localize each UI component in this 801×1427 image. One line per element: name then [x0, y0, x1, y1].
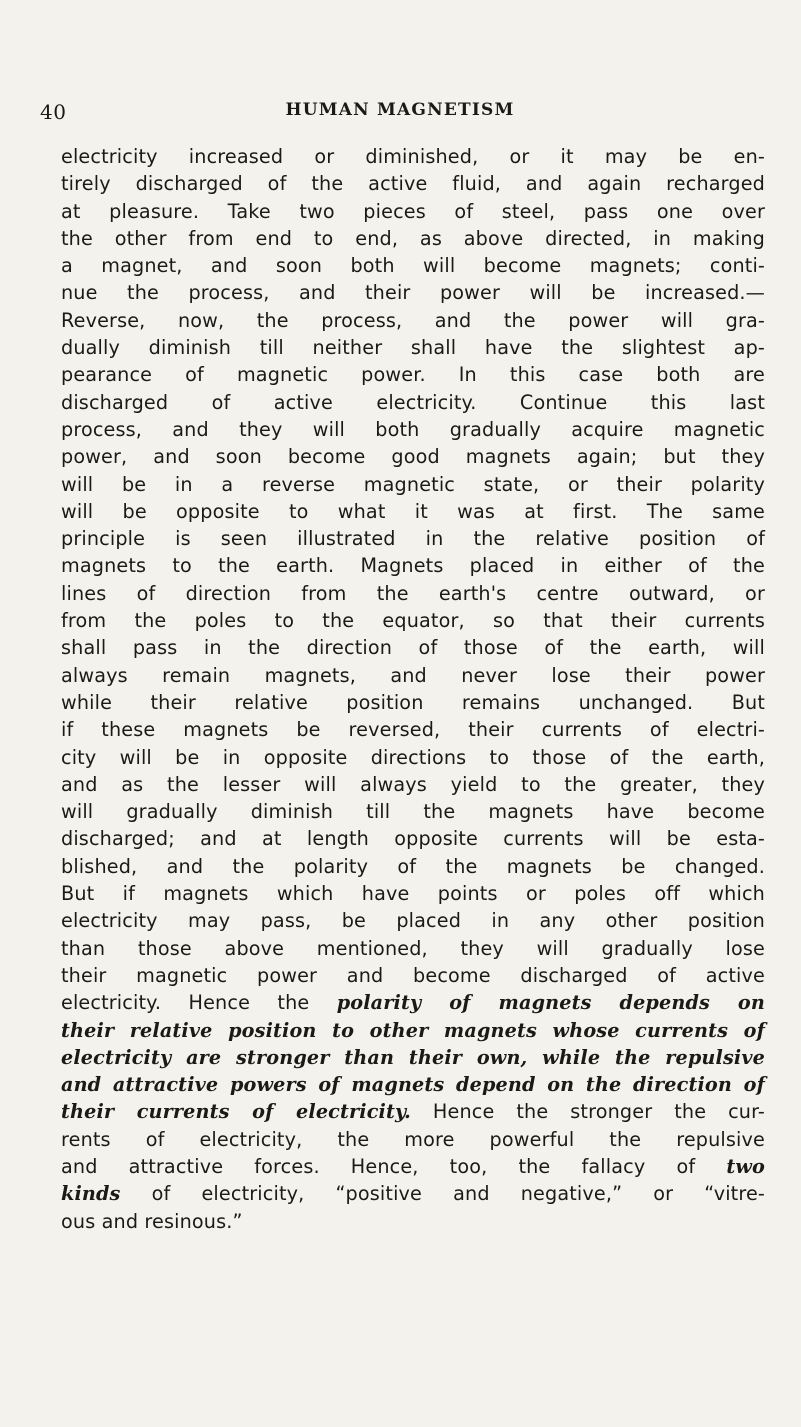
text-line [61, 389, 765, 416]
text-segment: rents of electricity, the more powerful the repulsive [61, 1127, 765, 1151]
text-line [61, 334, 765, 361]
text-segment: always remain magnets, and never lose their power [61, 663, 765, 687]
text-segment: discharged of active electricity. Continue this last [61, 390, 765, 414]
italic-text-segment: kinds [61, 1182, 121, 1206]
text-segment: Hence the stronger the cur- [410, 1100, 766, 1124]
text-segment: power, and soon become good magnets again; but they [61, 445, 765, 469]
text-line [61, 170, 765, 197]
text-segment: lines of direction from the earth's centre outward, or [61, 581, 765, 605]
text-segment: and attractive forces. Hence, too, the fallacy of [61, 1154, 727, 1178]
text-line [61, 361, 765, 388]
text-line [61, 307, 765, 334]
text-line [61, 935, 765, 962]
text-line [61, 198, 765, 225]
text-line [61, 880, 765, 907]
text-line [61, 1126, 765, 1153]
text-segment: city will be in opposite directions to those of the earth, [61, 745, 765, 769]
text-segment: at pleasure. Take two pieces of steel, pass one over [61, 199, 765, 223]
text-segment: ous and resinous.” [61, 1209, 243, 1233]
text-line [61, 962, 765, 989]
text-line [61, 1044, 765, 1071]
text-segment: electricity may pass, be placed in any other position [61, 909, 765, 933]
text-line [61, 252, 765, 279]
text-line [61, 416, 765, 443]
text-line [61, 471, 765, 498]
text-segment: than those above mentioned, they will gradually lose [61, 936, 765, 960]
text-line [61, 1153, 765, 1180]
text-line [61, 989, 765, 1016]
italic-text-segment: polarity of magnets depends on [336, 991, 765, 1015]
text-segment: shall pass in the direction of those of the earth, will [61, 636, 765, 660]
running-title: HUMAN MAGNETISM [285, 100, 515, 120]
text-line [61, 1208, 765, 1235]
text-segment: dually diminish till neither shall have the slightest ap- [61, 336, 765, 360]
text-line [61, 662, 765, 689]
text-line [61, 798, 765, 825]
text-line [61, 1017, 765, 1044]
text-segment: will be in a reverse magnetic state, or their polarity [61, 472, 765, 496]
page-number: 40 [40, 100, 67, 124]
text-line [61, 907, 765, 934]
text-segment: pearance of magnetic power. In this case both are [61, 363, 765, 387]
text-line [61, 853, 765, 880]
text-line [61, 279, 765, 306]
text-segment: if these magnets be reversed, their currents of electri- [61, 718, 765, 742]
text-segment: and as the lesser will always yield to the greater, they [61, 772, 765, 796]
text-line [61, 825, 765, 852]
italic-text-segment: electricity are stronger than their own, while the repulsive [61, 1045, 765, 1069]
text-segment: blished, and the polarity of the magnets be changed. [61, 854, 765, 878]
text-line [61, 443, 765, 470]
italic-text-segment: and attractive powers of magnets depend on the direction of [61, 1073, 765, 1097]
text-segment: their magnetic power and become discharged of active [61, 963, 765, 987]
text-line [61, 525, 765, 552]
text-segment: will be opposite to what it was at first. The same [61, 499, 765, 523]
text-line [61, 1180, 765, 1207]
text-segment: Reverse, now, the process, and the power will gra- [61, 308, 765, 332]
text-segment: discharged; and at length opposite currents will be esta- [61, 827, 765, 851]
text-segment: will gradually diminish till the magnets have become [61, 800, 765, 824]
italic-text-segment: their relative position to other magnets whose currents of [61, 1018, 765, 1042]
text-segment: principle is seen illustrated in the relative position of [61, 527, 765, 551]
text-segment: But if magnets which have points or poles off which [61, 882, 765, 906]
text-line [61, 225, 765, 252]
italic-text-segment: two [726, 1154, 765, 1178]
text-segment: tirely discharged of the active fluid, and again recharged [61, 172, 765, 196]
text-segment: a magnet, and soon both will become magnets; conti- [61, 254, 765, 278]
text-line [61, 689, 765, 716]
text-line [61, 580, 765, 607]
text-segment: magnets to the earth. Magnets placed in either of the [61, 554, 765, 578]
text-segment: electricity. Hence the [61, 991, 337, 1015]
text-segment: the other from end to end, as above directed, in making [61, 226, 765, 250]
text-line [61, 607, 765, 634]
body-text [61, 143, 765, 1235]
text-line [61, 1098, 765, 1125]
text-line [61, 744, 765, 771]
text-line [61, 1071, 765, 1098]
text-line [61, 143, 765, 170]
text-segment: process, and they will both gradually acquire magnetic [61, 417, 765, 441]
text-line [61, 498, 765, 525]
text-segment: electricity increased or diminished, or it may be en- [61, 145, 765, 168]
text-line [61, 771, 765, 798]
text-segment: while their relative position remains unchanged. But [61, 690, 765, 714]
text-segment: from the poles to the equator, so that their currents [61, 609, 765, 633]
text-segment: nue the process, and their power will be increased.— [61, 281, 765, 305]
text-line [61, 552, 765, 579]
text-segment: of electricity, “positive and negative,” or “vitre- [120, 1182, 765, 1206]
text-line [61, 634, 765, 661]
italic-text-segment: their currents of electricity. [61, 1100, 411, 1124]
running-head [40, 100, 760, 132]
text-line [61, 716, 765, 743]
